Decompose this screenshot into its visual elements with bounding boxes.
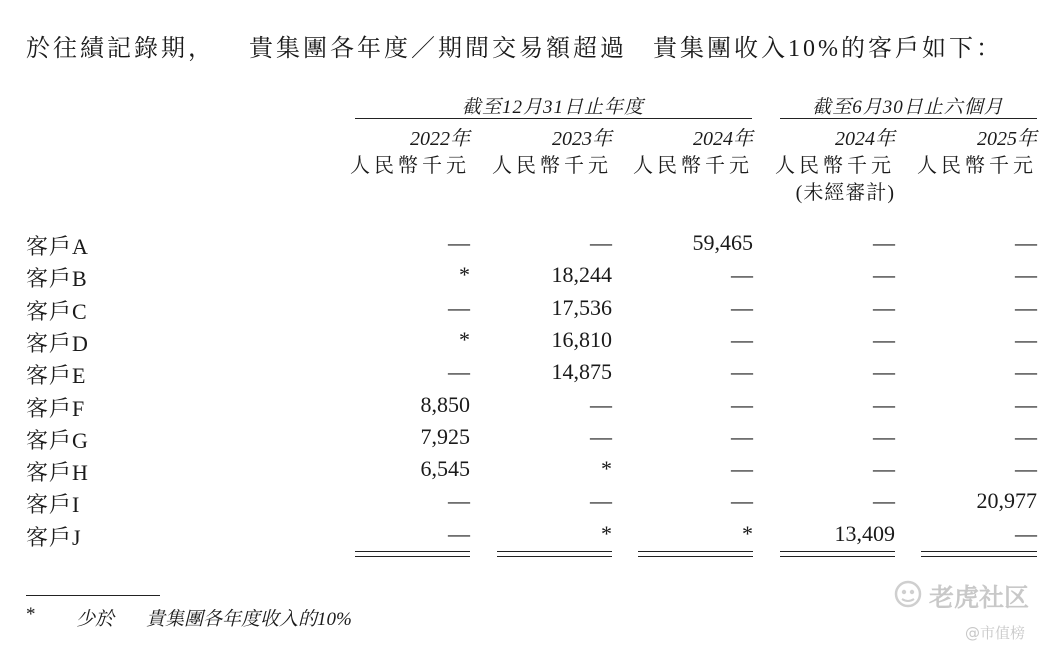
table-cell: 18,244	[551, 262, 612, 288]
table-cell: —	[873, 423, 895, 449]
column-header-currency: 人民幣千元	[350, 155, 470, 177]
table-cell: —	[1015, 262, 1037, 288]
table-cell: *	[601, 456, 612, 482]
table-cell: —	[731, 456, 753, 482]
table-cell: —	[1015, 294, 1037, 320]
column-header	[755, 126, 895, 207]
column-header-currency: 人民幣千元	[633, 155, 753, 177]
table-cell: *	[459, 326, 470, 352]
table-cell: —	[1015, 456, 1037, 482]
table-row	[0, 230, 1060, 262]
table-cell: —	[873, 294, 895, 320]
table-cell: 20,977	[976, 488, 1037, 514]
table-row	[0, 295, 1060, 327]
table-cell: —	[873, 456, 895, 482]
table-row	[0, 521, 1060, 553]
customer-label: 客戶A	[26, 234, 89, 259]
table-cell: —	[873, 262, 895, 288]
column-header	[613, 126, 753, 180]
customer-label: 客戶F	[26, 395, 86, 421]
table-cell: —	[873, 359, 895, 385]
header-group-annual: 截至12月31日止年度	[461, 97, 644, 118]
footnote-text-1: 少於	[76, 609, 115, 630]
column-header-year: 2024年	[835, 128, 895, 150]
customer-label: 客戶H	[26, 460, 89, 486]
table-cell: *	[601, 520, 612, 546]
total-double-rule	[921, 551, 1037, 557]
header-group-halfyear: 截至6月30日止六個月	[812, 97, 1004, 118]
total-double-rule	[780, 551, 895, 557]
total-double-rule	[497, 551, 612, 557]
customer-label: 客戶G	[26, 427, 89, 453]
table-cell: 14,875	[551, 359, 612, 385]
intro-part-1: 於往績記錄期，	[26, 36, 215, 62]
column-header-currency: 人民幣千元	[775, 155, 895, 177]
column-header-year: 2025年	[977, 128, 1037, 150]
intro-text	[26, 28, 1003, 63]
table-cell: 16,810	[551, 326, 612, 352]
intro-part-2: 貴集團各年度／期間交易額超過	[249, 36, 627, 62]
header-group-halfyear-rule	[780, 118, 1037, 119]
column-header	[330, 126, 470, 180]
table-cell: 7,925	[420, 423, 470, 449]
table-row	[0, 488, 1060, 520]
table-cell: —	[448, 230, 470, 255]
table-cell: —	[448, 359, 470, 385]
watermark	[893, 578, 1029, 614]
table-cell: 13,409	[834, 520, 895, 546]
table-cell: —	[590, 391, 612, 417]
table-cell: 59,465	[692, 230, 753, 255]
table-row	[0, 424, 1060, 456]
table-cell: —	[1015, 520, 1037, 546]
column-header-year: 2024年	[693, 128, 753, 150]
table-cell: —	[731, 294, 753, 320]
footnote-text-2: 貴集團各年度收入的10%	[146, 609, 352, 630]
customer-label: 客戶C	[26, 298, 88, 324]
table-row	[0, 262, 1060, 294]
table-cell: —	[448, 520, 470, 546]
table-cell: —	[1015, 326, 1037, 352]
intro-part-3: 貴集團收入10%的客戶如下：	[653, 36, 1003, 62]
table-row	[0, 392, 1060, 424]
table-cell: —	[731, 391, 753, 417]
column-header-currency: 人民幣千元	[917, 155, 1037, 177]
table-cell: —	[873, 488, 895, 514]
customer-label: 客戶B	[26, 266, 88, 292]
footnote-marker: *	[26, 604, 36, 625]
table-cell: —	[448, 294, 470, 320]
total-double-rule	[355, 551, 470, 557]
table-cell: —	[1015, 423, 1037, 449]
customer-label: 客戶D	[26, 330, 89, 356]
table-row	[0, 359, 1060, 391]
table-cell: —	[731, 488, 753, 514]
table-cell: —	[1015, 391, 1037, 417]
customer-label: 客戶I	[26, 492, 81, 518]
table-cell: 8,850	[420, 391, 470, 417]
customer-label: 客戶E	[26, 363, 87, 389]
column-header-note: (未經審計)	[795, 182, 895, 204]
table-cell: 6,545	[420, 456, 470, 482]
header-group-annual-rule	[355, 118, 752, 119]
tiger-logo-icon	[893, 579, 923, 613]
table-cell: —	[873, 326, 895, 352]
footnote-rule	[26, 595, 160, 596]
column-header-year: 2023年	[552, 128, 612, 150]
table-cell: —	[731, 326, 753, 352]
table-cell: —	[1015, 230, 1037, 255]
table-cell: —	[731, 359, 753, 385]
table-cell: *	[742, 520, 753, 546]
table-cell: —	[731, 262, 753, 288]
customer-label: 客戶J	[26, 524, 82, 550]
watermark-name: 老虎社区	[929, 583, 1030, 612]
total-double-rule	[638, 551, 753, 557]
table-row	[0, 327, 1060, 359]
table-cell: —	[590, 423, 612, 449]
column-header-currency: 人民幣千元	[492, 155, 612, 177]
table-cell: —	[1015, 359, 1037, 385]
table-cell: —	[873, 391, 895, 417]
column-header	[897, 126, 1037, 180]
watermark-handle: @市值榜	[965, 624, 1026, 642]
table-cell: —	[590, 488, 612, 514]
table-cell: —	[590, 230, 612, 255]
table-cell: —	[448, 488, 470, 514]
column-header-year: 2022年	[410, 128, 470, 150]
column-header	[472, 126, 612, 180]
table-cell: —	[731, 423, 753, 449]
table-cell: *	[459, 262, 470, 288]
table-cell: —	[873, 230, 895, 255]
table-cell: 17,536	[551, 294, 612, 320]
table-row	[0, 456, 1060, 488]
